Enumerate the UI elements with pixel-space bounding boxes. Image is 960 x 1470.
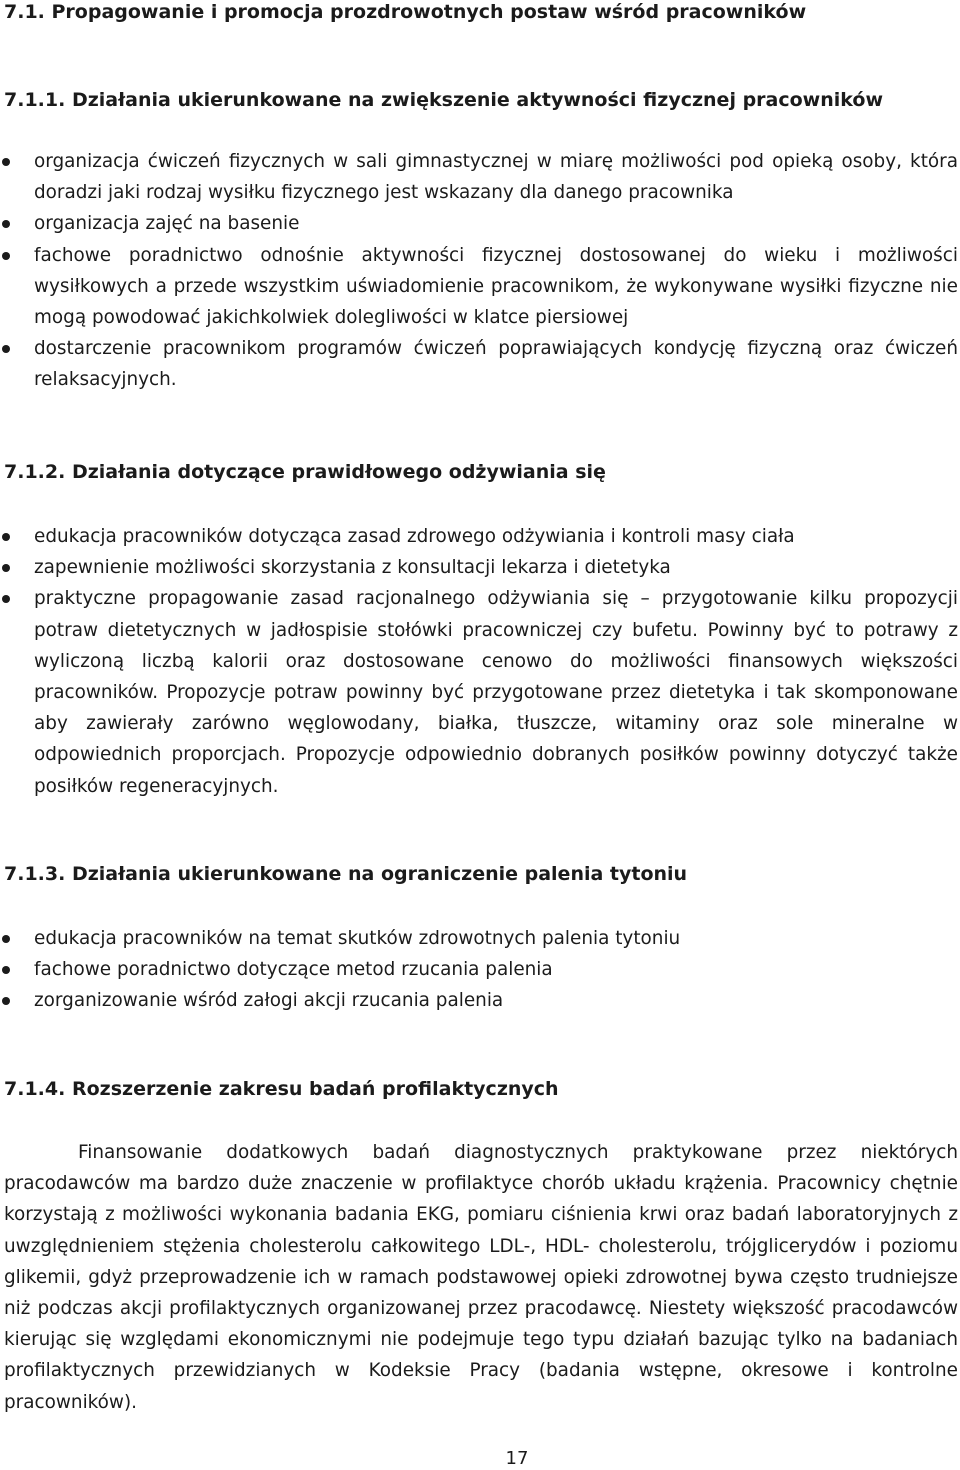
list-item-text: organizacja zajęć na basenie <box>34 213 300 235</box>
list-item <box>0 985 958 1016</box>
list-item-text: fachowe poradnictwo dotyczące metod rzucania palenia <box>34 959 553 981</box>
section-title: 7.1. Propagowanie i promocja prozdrowotnych postaw wśród pracowników <box>4 1 807 23</box>
bullet-icon <box>2 997 10 1005</box>
list-item-text: zorganizowanie wśród załogi akcji rzucania palenia <box>34 990 504 1012</box>
list-item <box>0 923 958 954</box>
body-paragraph: Finansowanie dodatkowych badań diagnostycznych praktykowane przez niektórych pracodawców ma bardzo duże znaczenie w profilaktyce chorób układu krążenia. Pracownicy chętnie korzystają z możliwości wykonania badania EKG, pomiaru ciśnienia krwi oraz badań laboratoryjnych z uwzględnieniem stężenia cholesterolu całkowitego LDL-, HDL- cholesterolu, trójglicerydów i poziomu glikemii, gdyż przeprowadzenie ich w ramach podstawowej opieki zdrowotnej bywa często trudniejsze niż podczas akcji profilaktycznych organizowanej przez pracodawcę. Niestety większość pracodawców kierując się względami ekonomicznymi nie podejmuje tego typu działań bazując tylko na badaniach profilaktycznych przewidzianych w Kodeksie Pracy (badania wstępne, okresowe i kontrolne pracowników). <box>4 1142 958 1413</box>
page-number: 17 <box>505 1448 529 1469</box>
nutrition-list <box>0 521 958 802</box>
subsection-title: Działania ukierunkowane na ograniczenie palenia tytoniu <box>71 863 688 885</box>
bullet-icon <box>2 533 10 541</box>
subsection-heading-7-1-2 <box>4 460 606 484</box>
list-item-text: edukacja pracowników na temat skutków zdrowotnych palenia tytoniu <box>34 928 681 949</box>
list-item-text: zapewnienie możliwości skorzystania z konsultacji lekarza i dietetyka <box>34 557 671 579</box>
subsection-number: 7.1.3. <box>4 863 66 885</box>
list-item-text: edukacja pracowników dotycząca zasad zdrowego odżywiania i kontroli masy ciała <box>34 526 795 547</box>
subsection-heading-7-1-3 <box>4 862 687 886</box>
list-item-text: praktyczne propagowanie zasad racjonalnego odżywiania się – przygotowanie kilku propozycji potraw dietetycznych w jadłospisie stołówki pracowniczej czy bufetu. Powinny być to potrawy z wyliczoną liczbą kalorii oraz dostosowane cenowo do możliwości finansowych większości pracowników. Propozycje potraw powinny być przygotowane przez dietetyka i tak skomponowane aby zawierały zarówno węglowodany, białka, tłuszcze, witaminy oraz sole mineralne w odpowiednich proporcjach. Propozycje odpowiednio dobranych posiłków powinny dotyczyć także posiłków regeneracyjnych. <box>34 588 958 797</box>
bullet-icon <box>2 595 10 603</box>
list-item-text: organizacja ćwiczeń fizycznych w sali gimnastycznej w miarę możliwości pod opieką osoby, która doradzi jaki rodzaj wysiłku fizycznego jest wskazany dla danego pracownika <box>34 151 958 204</box>
subsection-title: Działania ukierunkowane na zwiększenie aktywności fizycznej pracowników <box>71 89 884 111</box>
list-item <box>0 333 958 395</box>
bullet-icon <box>2 345 10 353</box>
subsection-heading-7-1-1 <box>4 88 883 112</box>
subsection-number: 7.1.4. <box>4 1078 66 1100</box>
smoking-list <box>0 923 958 1017</box>
list-item-text: dostarczenie pracownikom programów ćwiczeń poprawiających kondycję fizyczną oraz ćwiczeń relaksacyjnych. <box>34 338 958 391</box>
list-item <box>0 208 958 239</box>
list-item <box>0 240 958 334</box>
bullet-icon <box>2 564 10 572</box>
list-item <box>0 521 958 552</box>
subsection-title: Działania dotyczące prawidłowego odżywiania się <box>71 461 606 483</box>
subsection-number: 7.1.1. <box>4 89 66 111</box>
bullet-icon <box>2 158 10 166</box>
list-item-text: fachowe poradnictwo odnośnie aktywności fizycznej dostosowanej do wieku i możliwości wysiłkowych a przede wszystkim uświadomienie pracownikom, że wykonywane wysiłki fizyczne nie mogą powodować jakichkolwiek dolegliwości w klatce piersiowej <box>34 244 958 329</box>
list-item <box>0 146 958 208</box>
subsection-number: 7.1.2. <box>4 461 66 483</box>
bullet-icon <box>2 935 10 943</box>
bullet-icon <box>2 220 10 228</box>
list-item <box>0 583 958 801</box>
bullet-icon <box>2 252 10 260</box>
subsection-heading-7-1-4 <box>4 1077 559 1101</box>
list-item <box>0 954 958 985</box>
activity-list <box>0 146 958 396</box>
list-item <box>0 552 958 583</box>
bullet-icon <box>2 966 10 974</box>
subsection-title: Rozszerzenie zakresu badań profilaktycznych <box>71 1078 559 1100</box>
